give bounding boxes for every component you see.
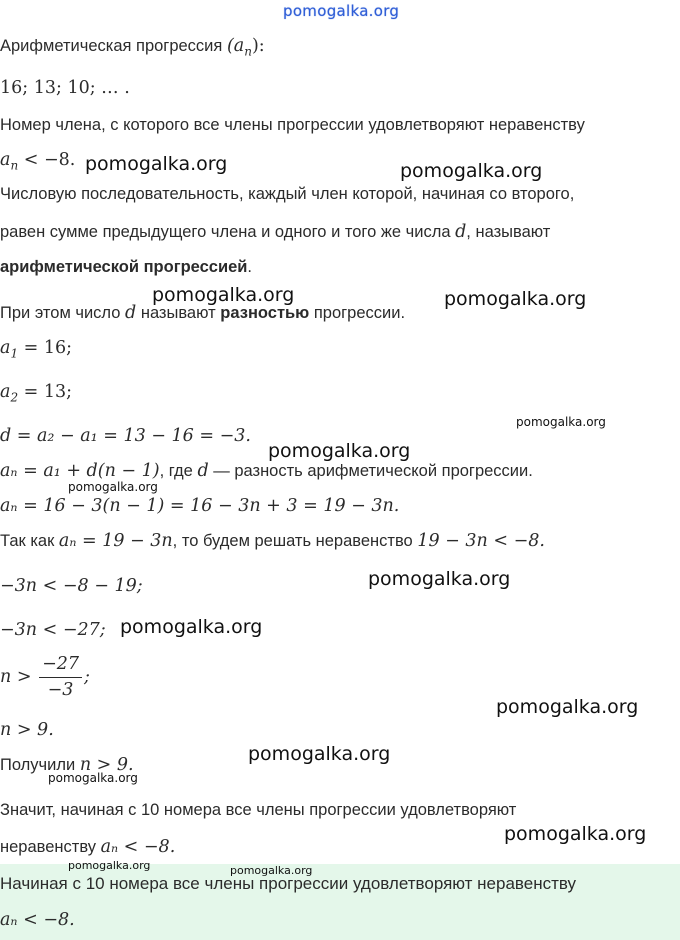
- watermark: pomogalka.org: [496, 696, 639, 718]
- sequence: 16; 13; 10; … .: [0, 78, 130, 98]
- watermark: pomogalka.org: [68, 480, 158, 494]
- watermark: pomogalka.org: [120, 616, 263, 638]
- answer-line-1: Начиная с 10 номера все члены прогрессии удовлетворяют неравенству: [0, 874, 577, 893]
- site-logo[interactable]: pomogalka.org: [283, 2, 400, 20]
- definition-line-2: равен сумме предыдущего члена и одного и того же числа d, называют: [0, 222, 551, 242]
- definition-line-1: Числовую последовательность, каждый член которой, начиная со второго,: [0, 185, 575, 203]
- answer-box: [0, 864, 680, 940]
- result-statement: Получили n > 9.: [0, 755, 134, 775]
- nth-term-calculation: aₙ = 16 − 3(n − 1) = 16 − 3n + 3 = 19 − 3n.: [0, 496, 400, 516]
- watermark: pomogalka.org: [68, 859, 151, 872]
- task-sequence-symbol: $(a_n)$:: [226, 36, 265, 59]
- watermark: pomogalka.org: [268, 440, 411, 462]
- a1-value: $a_1 = 16$;: [0, 338, 73, 361]
- conclusion-line-1: Значит, начиная с 10 номера все члены прогрессии удовлетворяют: [0, 801, 517, 819]
- fraction: $\frac{-27}{-3}$: [39, 654, 82, 701]
- watermark: pomogalka.org: [504, 823, 647, 845]
- solution-step-2: −3n < −27;: [0, 620, 106, 640]
- conclusion-line-2: неравенству aₙ < −8.: [0, 837, 176, 857]
- definition-term: арифметической прогрессией.: [0, 258, 253, 276]
- watermark: pomogalka.org: [400, 160, 543, 182]
- task-statement: Арифметическая прогрессия $(a_n)$:: [0, 36, 265, 59]
- watermark: pomogalka.org: [444, 288, 587, 310]
- watermark: pomogalka.org: [85, 153, 228, 175]
- difference-formula: d = a₂ − a₁ = 13 − 16 = −3.: [0, 426, 251, 446]
- a2-value: $a_2 = 13$;: [0, 382, 73, 405]
- watermark: pomogalka.org: [248, 743, 391, 765]
- nth-term-formula: aₙ = a₁ + d(n − 1), где d — разность арифметической прогрессии.: [0, 461, 533, 481]
- watermark: pomogalka.org: [516, 415, 606, 429]
- solution-step-3: n > $\frac{-27}{-3}$ ;: [0, 654, 90, 700]
- question-inequality: $a_n < -8$.: [0, 150, 76, 173]
- watermark: pomogalka.org: [48, 771, 138, 785]
- answer-line-2: aₙ < −8.: [0, 910, 75, 930]
- watermark: pomogalka.org: [230, 864, 313, 877]
- watermark: pomogalka.org: [152, 284, 295, 306]
- inequality-setup: Так как aₙ = 19 − 3n, то будем решать неравенство 19 − 3n < −8.: [0, 531, 545, 551]
- solution-step-1: −3n < −8 − 19;: [0, 576, 143, 596]
- difference-definition: При этом число d называют разностью прогрессии.: [0, 303, 406, 323]
- question-text: Номер члена, с которого все члены прогрессии удовлетворяют неравенству: [0, 116, 585, 134]
- solution-step-4: n > 9.: [0, 720, 54, 740]
- watermark: pomogalka.org: [368, 568, 511, 590]
